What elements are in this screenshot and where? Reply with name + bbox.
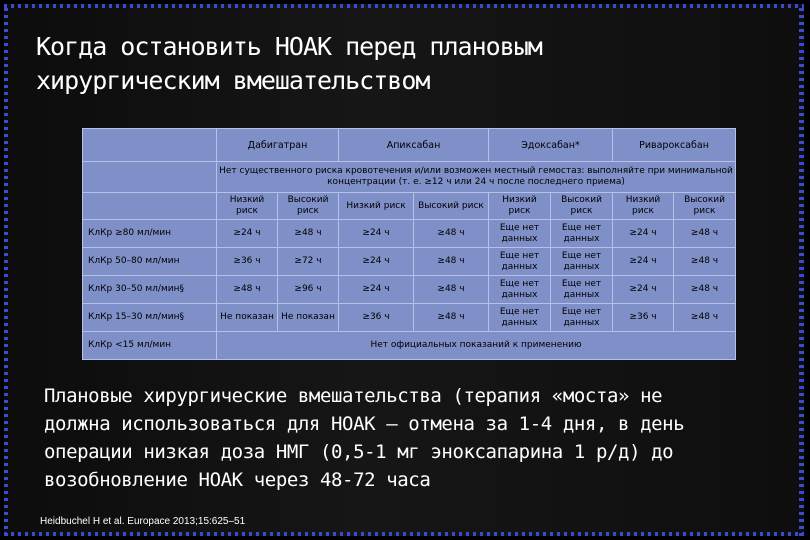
- table-row: [83, 276, 736, 304]
- empty-corner: [83, 129, 217, 162]
- table-cell: ≥36 ч: [217, 248, 278, 276]
- table-cell: Еще нет данных: [489, 220, 551, 248]
- table-cell: Еще нет данных: [551, 304, 613, 332]
- reference-citation: Heidbuchel H et al. Europace 2013;15:625–51: [40, 516, 246, 527]
- table-cell: ≥48 ч: [674, 276, 736, 304]
- row-label: КлКр 30–50 мл/мин§: [83, 276, 217, 304]
- table-cell: ≥48 ч: [674, 248, 736, 276]
- row-label: КлКр <15 мл/мин: [83, 332, 217, 360]
- table-row: [83, 248, 736, 276]
- border-left: [4, 4, 8, 536]
- risk-high: Высокий риск: [414, 193, 489, 220]
- table-cell: Не показан: [217, 304, 278, 332]
- table-cell: Не показан: [278, 304, 339, 332]
- table-cell: Еще нет данных: [551, 248, 613, 276]
- table-cell: ≥48 ч: [217, 276, 278, 304]
- note-row: [83, 162, 736, 193]
- table-cell: ≥48 ч: [414, 248, 489, 276]
- noac-table: [82, 128, 736, 360]
- risk-low: Низкий риск: [613, 193, 674, 220]
- title-line-2: хирургическим вмешательством: [36, 66, 430, 95]
- table-cell: ≥24 ч: [613, 220, 674, 248]
- table-cell: ≥48 ч: [414, 220, 489, 248]
- table-cell: ≥24 ч: [339, 276, 414, 304]
- slide-title: [36, 30, 756, 98]
- table-row-last: [83, 332, 736, 360]
- table-cell: ≥24 ч: [217, 220, 278, 248]
- bridging-text: [44, 382, 794, 494]
- body-line-3: операции низкая доза НМГ (0,5-1 мг эноксапарина 1 р/д) до: [44, 441, 674, 463]
- table-cell: Еще нет данных: [551, 220, 613, 248]
- table-cell: ≥24 ч: [613, 276, 674, 304]
- row-label: КлКр ≥80 мл/мин: [83, 220, 217, 248]
- table-cell: ≥96 ч: [278, 276, 339, 304]
- drug-header: Апиксабан: [339, 129, 489, 162]
- risk-high: Высокий риск: [551, 193, 613, 220]
- table-cell: ≥36 ч: [613, 304, 674, 332]
- risk-low: Низкий риск: [489, 193, 551, 220]
- table-cell: Еще нет данных: [489, 248, 551, 276]
- drug-header: Эдоксабан*: [489, 129, 613, 162]
- risk-row: [83, 193, 736, 220]
- table-cell: ≥48 ч: [278, 220, 339, 248]
- body-line-1: Плановые хирургические вмешательства (терапия «моста» не: [44, 385, 663, 407]
- border-top: [4, 4, 804, 8]
- empty-cell: [83, 162, 217, 193]
- table-cell: ≥48 ч: [414, 304, 489, 332]
- no-indications-cell: Нет официальных показаний к применению: [217, 332, 736, 360]
- drug-header: Ривароксабан: [613, 129, 736, 162]
- table-cell: Еще нет данных: [489, 276, 551, 304]
- table-cell: ≥48 ч: [674, 304, 736, 332]
- table-cell: ≥24 ч: [339, 220, 414, 248]
- risk-low: Низкий риск: [339, 193, 414, 220]
- empty-cell: [83, 193, 217, 220]
- table-cell: Еще нет данных: [551, 276, 613, 304]
- table-row: [83, 220, 736, 248]
- table-cell: ≥72 ч: [278, 248, 339, 276]
- table-cell: ≥48 ч: [674, 220, 736, 248]
- hemostasis-note: Нет существенного риска кровотечения и/или возможен местный гемостаз: выполняйте при минимальной концентрации (т. е. ≥12 ч или 24 ч после последнего приема): [217, 162, 736, 193]
- title-line-1: Когда остановить НОАК перед плановым: [36, 32, 542, 61]
- table-cell: ≥36 ч: [339, 304, 414, 332]
- table-cell: ≥24 ч: [613, 248, 674, 276]
- risk-high: Высокий риск: [278, 193, 339, 220]
- drug-header: Дабигатран: [217, 129, 339, 162]
- risk-high: Высокий риск: [674, 193, 736, 220]
- table-cell: Еще нет данных: [489, 304, 551, 332]
- row-label: КлКр 15–30 мл/мин§: [83, 304, 217, 332]
- risk-low: Низкий риск: [217, 193, 278, 220]
- drug-header-row: [83, 129, 736, 162]
- table-cell: ≥24 ч: [339, 248, 414, 276]
- body-line-2: должна использоваться для НОАК – отмена за 1-4 дня, в день: [44, 413, 685, 435]
- body-line-4: возобновление НОАК через 48-72 часа: [44, 469, 431, 491]
- border-right: [799, 4, 804, 536]
- border-bottom: [4, 532, 804, 536]
- row-label: КлКр 50–80 мл/мин: [83, 248, 217, 276]
- table-row: [83, 304, 736, 332]
- table-cell: ≥48 ч: [414, 276, 489, 304]
